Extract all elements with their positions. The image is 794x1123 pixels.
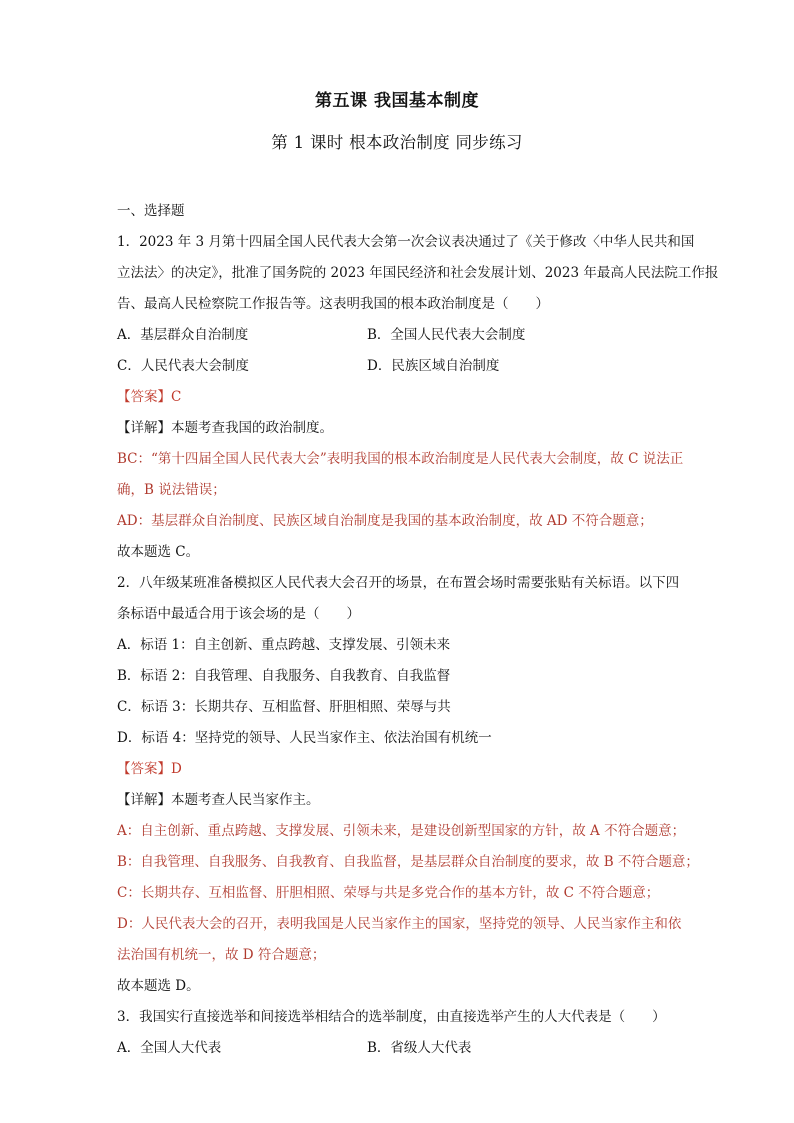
question-3-option-a: A．全国人大代表	[117, 1040, 222, 1056]
question-2-stem-line-2: 条标语中最适合用于该会场的是（ ）	[117, 606, 360, 622]
question-2-detail-line-3: C：长期共存、互相监督、肝胆相照、荣辱与共是多党合作的基本方针，故 C 不符合题意；	[117, 885, 660, 901]
question-1-option-d: D．民族区域自治制度	[367, 358, 500, 374]
question-1-detail-line-1: BC：“第十四届全国人民代表大会”表明我国的根本政治制度是人民代表大会制度，故 C 说法正	[117, 451, 684, 467]
page-title: 第五课 我国基本制度	[315, 91, 479, 111]
question-2-detail-line-4: D：人民代表大会的召开，表明我国是人民当家作主的国家，坚持党的领导、人民当家作主和依	[117, 916, 682, 932]
question-1-detail-intro: 【详解】本题考查我国的政治制度。	[117, 420, 333, 436]
question-2-answer: 【答案】D	[117, 761, 182, 777]
question-1-stem-line-1: 1．2023 年 3 月第十四届全国人民代表大会第一次会议表决通过了《关于修改〈中华人民共和国	[117, 234, 695, 250]
question-1-option-c: C．人民代表大会制度	[117, 358, 249, 374]
question-1-stem-line-2: 立法法〉的决定》，批准了国务院的 2023 年国民经济和社会发展计划、2023 年最高人民法院工作报	[117, 265, 719, 281]
question-1-options-row-1	[117, 320, 705, 351]
question-2-detail-line-5: 法治国有机统一，故 D 符合题意；	[117, 947, 326, 963]
question-2-option-a: A．标语 1：自主创新、重点跨越、支撑发展、引领未来	[117, 637, 451, 653]
question-1-option-b: B．全国人民代表大会制度	[367, 327, 526, 343]
question-2-option-d: D．标语 4：坚持党的领导、人民当家作主、依法治国有机统一	[117, 730, 492, 746]
question-1-detail-line-3: AD：基层群众自治制度、民族区域自治制度是我国的基本政治制度，故 AD 不符合题意；	[117, 513, 653, 529]
question-1-detail-line-2: 确，B 说法错误；	[117, 482, 226, 498]
question-2-detail-line-1: A：自主创新、重点跨越、支撑发展、引领未来，是建设创新型国家的方针，故 A 不符合题意；	[117, 823, 686, 839]
question-1-stem-line-3: 告、最高人民检察院工作报告等。这表明我国的根本政治制度是（ ）	[117, 296, 549, 312]
question-3-options-row-1	[117, 1033, 705, 1064]
question-2-option-b: B．标语 2：自我管理、自我服务、自我教育、自我监督	[117, 668, 451, 684]
question-3-option-b: B．省级人大代表	[367, 1040, 472, 1056]
question-1-answer: 【答案】C	[117, 389, 182, 405]
question-2-stem-line-1: 2．八年级某班准备模拟区人民代表大会召开的场景，在布置会场时需要张贴有关标语。以下四	[117, 575, 680, 591]
document-body	[117, 196, 719, 1064]
question-2-option-c: C．标语 3：长期共存、互相监督、肝胆相照、荣辱与共	[117, 699, 451, 715]
section-heading: 一、选择题	[117, 203, 185, 219]
page-subtitle: 第 1 课时 根本政治制度 同步练习	[271, 133, 523, 152]
question-2-conclusion: 故本题选 D。	[117, 978, 200, 994]
question-1-conclusion: 故本题选 C。	[117, 544, 200, 560]
question-2-detail-intro: 【详解】本题考查人民当家作主。	[117, 792, 320, 808]
question-2-detail-line-2: B：自我管理、自我服务、自我教育、自我监督，是基层群众自治制度的要求，故 B 不符合题意；	[117, 854, 699, 870]
question-1-option-a: A．基层群众自治制度	[117, 327, 249, 343]
question-1-options-row-2	[117, 351, 705, 382]
question-3-stem-line-1: 3．我国实行直接选举和间接选举相结合的选举制度，由直接选举产生的人大代表是（ ）	[117, 1009, 666, 1025]
